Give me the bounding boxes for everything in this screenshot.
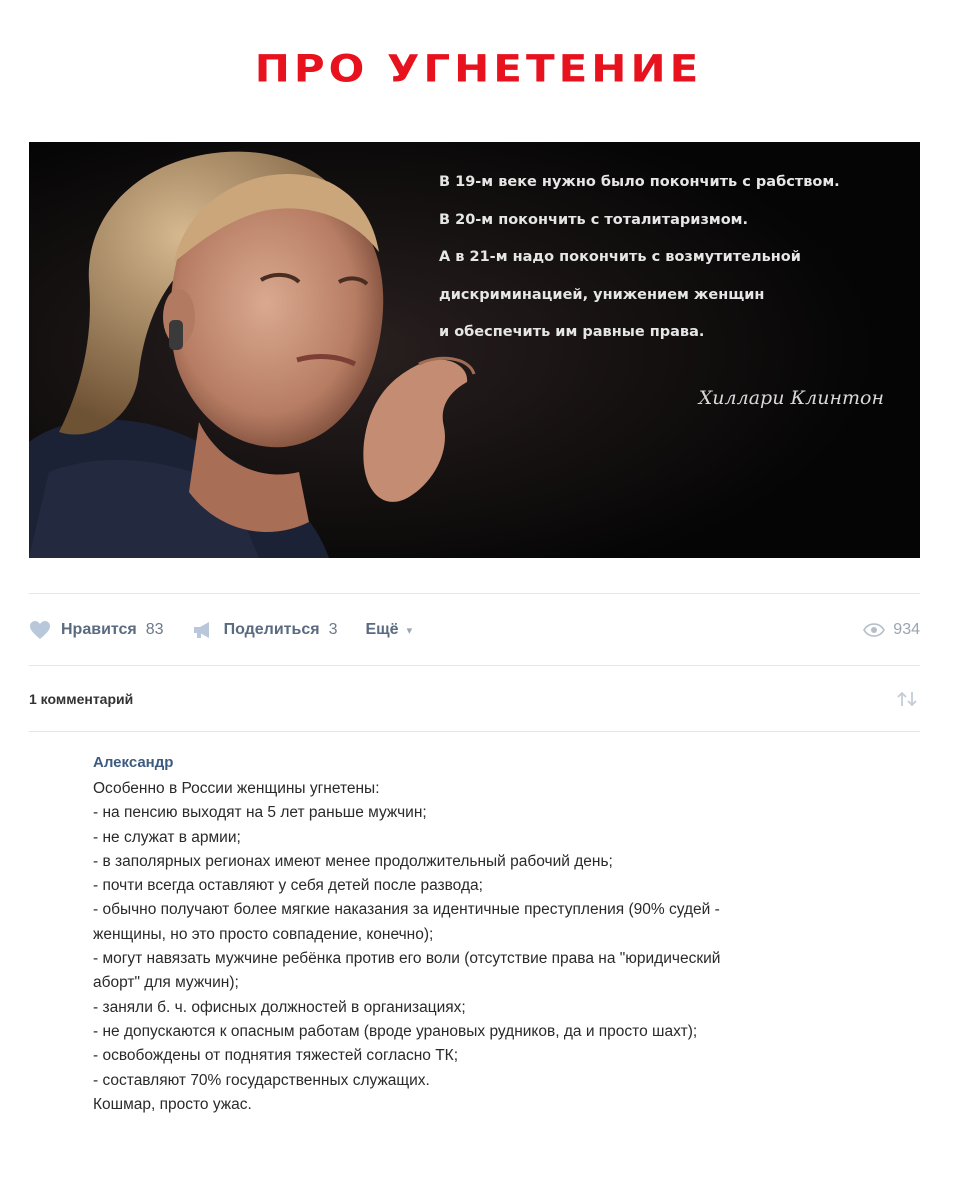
meme-title: ПРО УГНЕТЕНИЕ xyxy=(254,46,703,91)
views-count: 934 xyxy=(893,621,920,638)
quote-text xyxy=(439,164,909,352)
quote-line: В 20-м покончить с тоталитаризмом. xyxy=(439,211,749,228)
post-actions-bar xyxy=(29,616,920,644)
comment-line: - в заполярных регионах имеют менее продолжительный рабочий день; xyxy=(93,852,613,870)
comment-line: - заняли б. ч. офисных должностей в организациях; xyxy=(93,998,466,1016)
divider xyxy=(29,665,920,666)
comment xyxy=(93,754,920,1117)
like-label: Нравится xyxy=(61,621,137,638)
more-label: Ещё xyxy=(365,621,399,638)
heart-icon xyxy=(29,620,51,640)
share-count: 3 xyxy=(328,621,338,638)
quote-author: Хиллари Клинтон xyxy=(698,387,884,409)
comment-line: - могут навязать мужчине ребёнка против его воли (отсутствие права на "юридический xyxy=(93,950,721,968)
quote-line: А в 21-м надо покончить с возмутительной xyxy=(439,249,801,265)
like-count: 83 xyxy=(145,621,164,638)
divider xyxy=(29,593,920,594)
comment-line: - обычно получают более мягкие наказания за идентичные преступления (90% судей - xyxy=(93,901,720,919)
quote-line: и обеспечить им равные права. xyxy=(439,324,705,340)
quote-line: дискриминацией, унижением женщин xyxy=(439,286,765,303)
comment-line: женщины, но это просто совпадение, конечно); xyxy=(93,925,434,943)
comment-line: - почти всегда оставляют у себя детей после развода; xyxy=(93,877,483,895)
comment-author-link[interactable]: Александр xyxy=(93,754,174,771)
eye-icon xyxy=(863,623,885,637)
comment-line: - на пенсию выходят на 5 лет раньше мужчин; xyxy=(93,804,427,822)
like-button[interactable] xyxy=(29,620,164,640)
chevron-down-icon: ▾ xyxy=(406,624,413,637)
comment-line: Кошмар, просто ужас. xyxy=(93,1095,252,1113)
comments-count: 1 комментарий xyxy=(29,691,134,707)
comment-line: - составляют 70% государственных служащих. xyxy=(93,1071,430,1089)
comment-line: - освобождены от поднятия тяжестей согласно ТК; xyxy=(93,1047,458,1065)
comment-line: - не служат в армии; xyxy=(93,828,241,846)
comments-header xyxy=(29,690,920,708)
comment-line: аборт" для мужчин); xyxy=(93,974,239,992)
comment-text xyxy=(93,777,920,1117)
quote-line: В 19-м веке нужно было покончить с рабством. xyxy=(439,174,840,190)
comment-line: Особенно в России женщины угнетены: xyxy=(93,780,380,797)
comment-line: - не допускаются к опасным работам (вроде урановых рудников, да и просто шахт); xyxy=(93,1022,698,1040)
share-button[interactable] xyxy=(192,621,338,639)
megaphone-icon xyxy=(192,621,214,639)
divider xyxy=(29,731,920,732)
more-button[interactable] xyxy=(366,621,413,639)
share-label: Поделиться xyxy=(223,621,320,638)
sort-icon[interactable] xyxy=(896,690,918,708)
views-counter xyxy=(863,621,920,639)
post-image[interactable] xyxy=(29,142,920,558)
